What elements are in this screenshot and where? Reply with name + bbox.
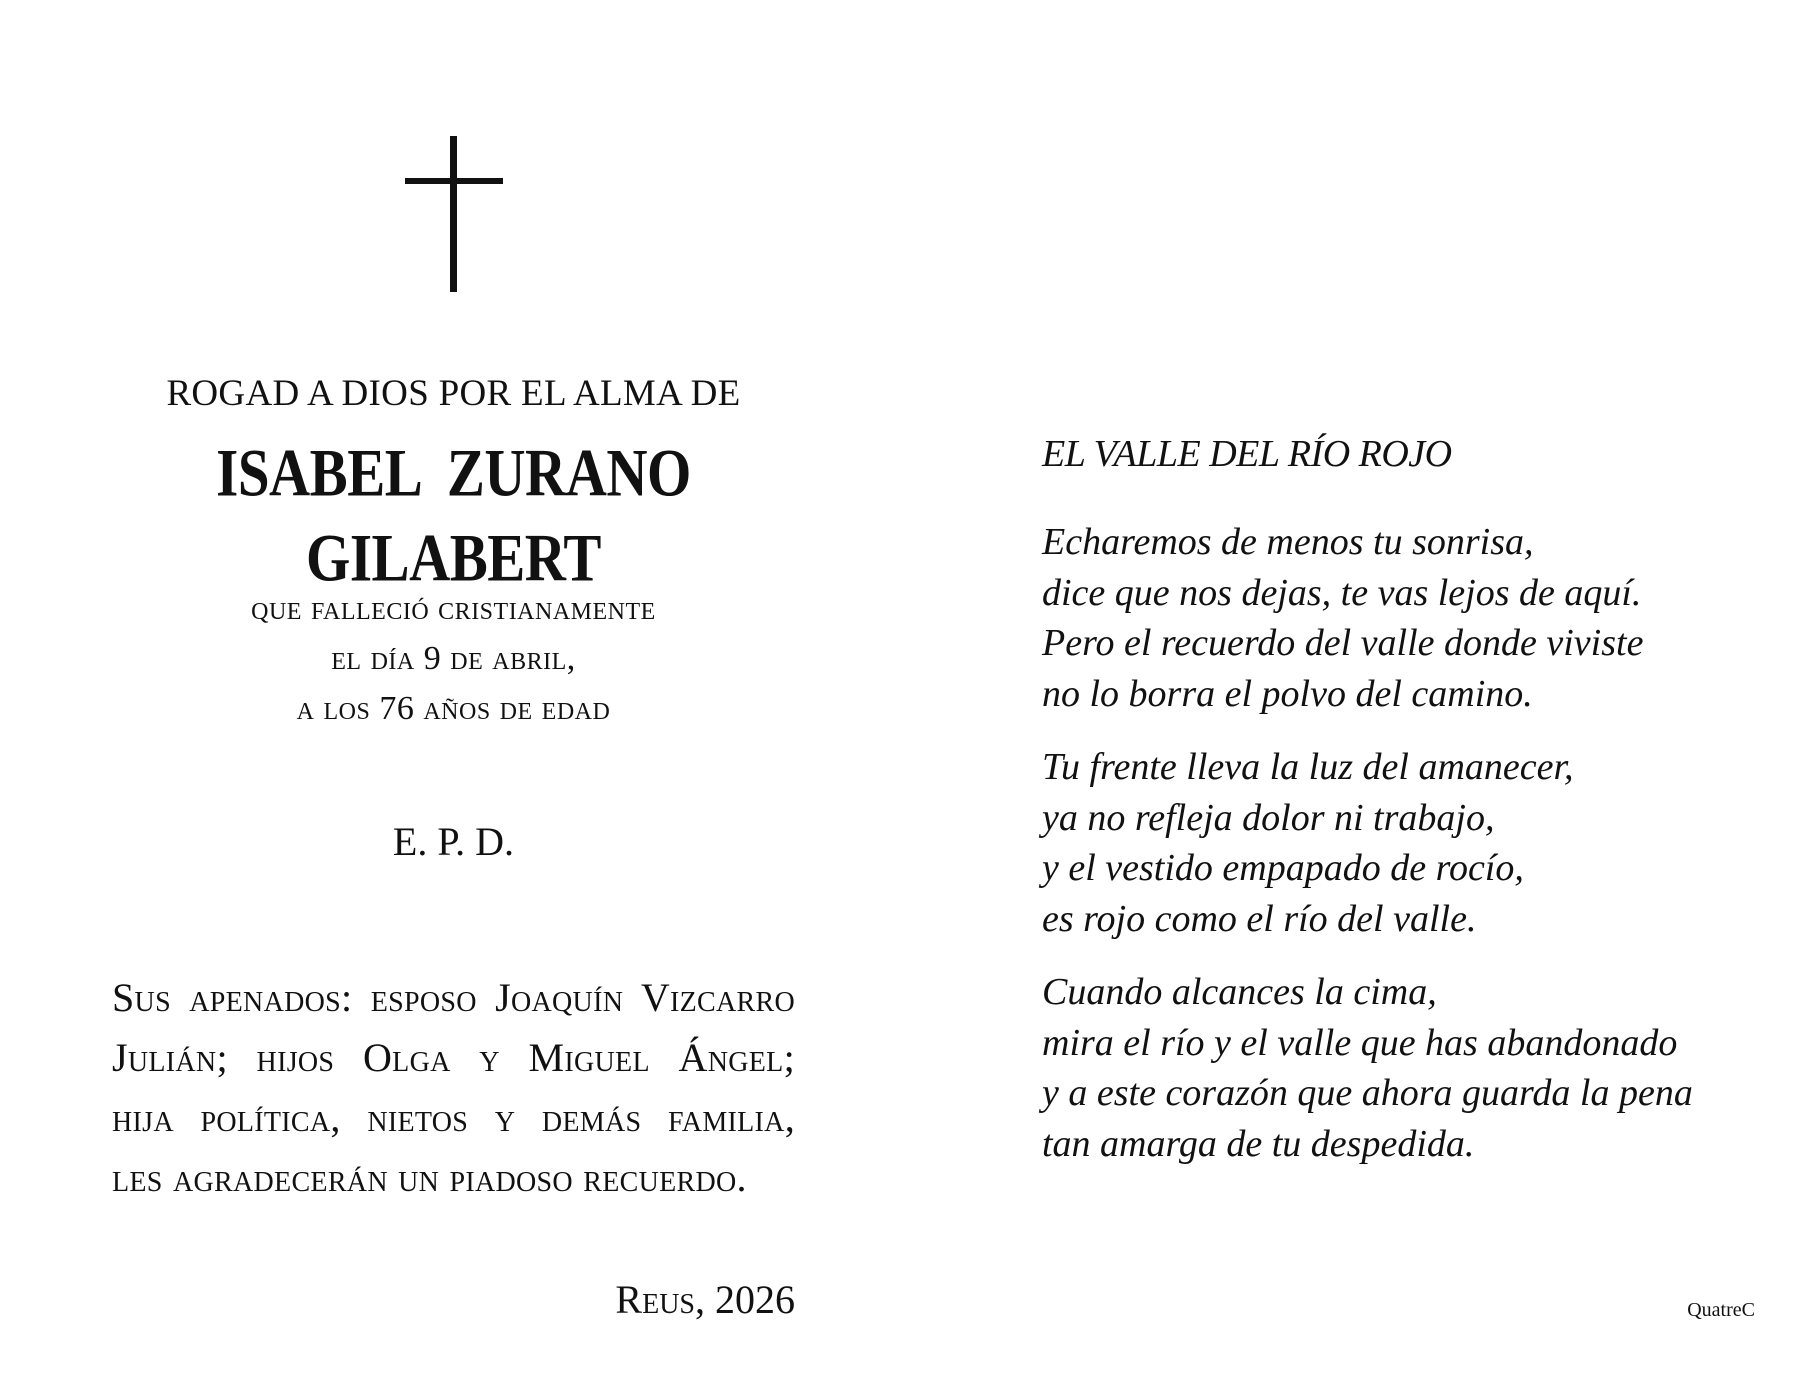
poem-line: tan amarga de tu despedida. xyxy=(1042,1122,1475,1165)
prayer-request-heading: ROGAD A DIOS POR EL ALMA DE xyxy=(166,373,741,414)
family-message-line: les agradecerán un piadoso recuerdo. xyxy=(112,1155,747,1200)
card-right-panel xyxy=(1042,0,1742,1382)
poem-line: y a este corazón que ahora guarda la pena xyxy=(1042,1072,1693,1114)
poem-stanza xyxy=(1042,517,1643,719)
cross-horizontal-bar xyxy=(405,178,503,184)
family-message-line: Sus apenados: esposo Joaquín Vizcarro xyxy=(112,975,795,1020)
deceased-name: ISABEL ZURANO GILABERT xyxy=(216,436,691,597)
family-message xyxy=(112,968,795,1208)
poem-stanza xyxy=(1042,967,1693,1169)
latin-cross-icon xyxy=(405,136,503,292)
poem-line: ya no refleja dolor ni trabajo, xyxy=(1042,796,1495,839)
poem-line: y el vestido empapado de rocío, xyxy=(1042,847,1524,889)
poem-title: EL VALLE DEL RÍO ROJO xyxy=(1042,433,1452,475)
poem-line: Pero el recuerdo del valle donde viviste xyxy=(1042,622,1644,664)
family-message-line: Julián; hijos Olga y Miguel Ángel; xyxy=(112,1035,795,1080)
place-and-year: Reus, 2026 xyxy=(615,1277,795,1322)
death-info-line: el día 9 de abril, xyxy=(331,640,576,677)
death-info-line: a los 76 años de edad xyxy=(296,690,611,727)
poem-stanza xyxy=(1042,742,1574,944)
poem-line: mira el río y el valle que has abandonado xyxy=(1042,1021,1678,1064)
cross-vertical-bar xyxy=(450,136,457,292)
poem-line: Echaremos de menos tu sonrisa, xyxy=(1042,521,1534,563)
printer-imprint: QuatreC xyxy=(1687,1299,1755,1321)
death-info xyxy=(112,584,795,734)
poem-line: dice que nos dejas, te vas lejos de aquí. xyxy=(1042,571,1642,614)
card-left-panel xyxy=(112,0,795,1382)
poem-line: no lo borra el polvo del camino. xyxy=(1042,672,1533,715)
death-info-line: que falleció cristianamente xyxy=(251,590,656,627)
poem-line: Tu frente lleva la luz del amanecer, xyxy=(1042,746,1574,788)
poem-line: es rojo como el río del valle. xyxy=(1042,897,1477,940)
poem-line: Cuando alcances la cima, xyxy=(1042,971,1437,1013)
family-message-line: hija política, nietos y demás familia, xyxy=(112,1095,795,1140)
epd-abbreviation: E. P. D. xyxy=(392,819,515,864)
